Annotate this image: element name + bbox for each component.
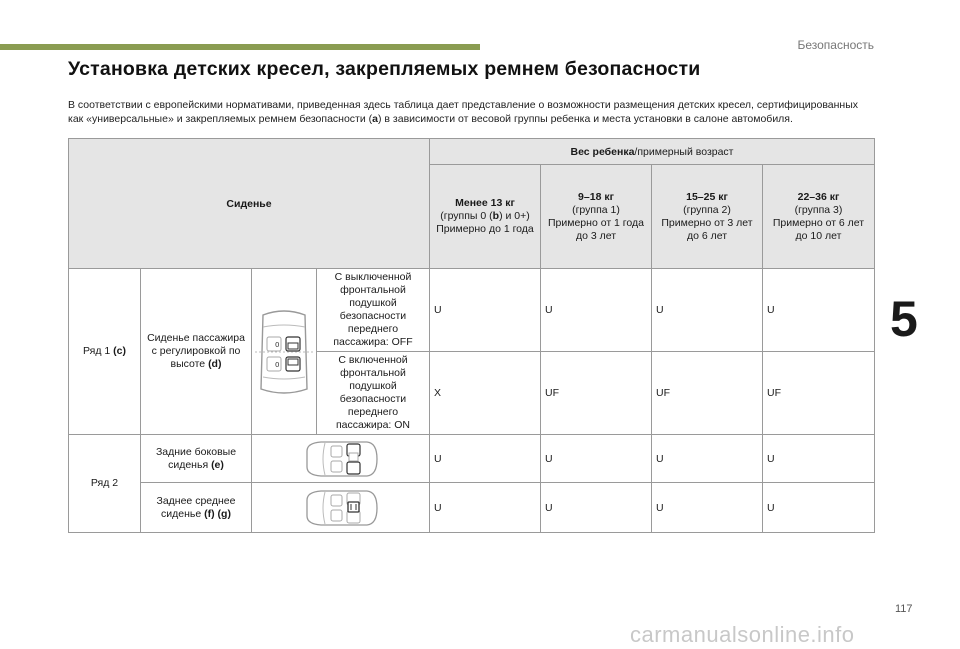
group-title: 9–18 кг	[578, 190, 614, 203]
group-line2: Примерно от 3 лет до 6 лет	[661, 216, 753, 242]
seat-header: Сиденье	[69, 139, 430, 269]
page-number: 117	[895, 603, 913, 615]
value-cell: U	[430, 269, 541, 352]
value-cell: UF	[652, 352, 763, 435]
value-cell: UF	[763, 352, 875, 435]
chapter-number: 5	[890, 291, 918, 347]
row1-seat	[141, 269, 252, 435]
weight-header	[430, 139, 875, 165]
group-title: 22–36 кг	[797, 190, 840, 203]
accent-bar	[0, 44, 480, 50]
row2-side-seat	[141, 435, 252, 483]
intro-ref: a	[372, 113, 378, 125]
value-cell: UF	[541, 352, 652, 435]
child-seat-table	[68, 138, 875, 533]
value-cell: U	[541, 269, 652, 352]
row1-ref: (c)	[113, 345, 126, 357]
row2-side-icon-cell	[252, 435, 430, 483]
value-cell: X	[430, 352, 541, 435]
row1-seat-ref: (d)	[208, 358, 222, 370]
watermark: carmanualsonline.info	[630, 622, 855, 647]
value-cell: U	[763, 435, 875, 483]
intro-paragraph	[68, 98, 868, 126]
row2-side-seat-text: Задние боковые сиденья	[155, 445, 237, 471]
row1-icon-cell	[252, 269, 317, 435]
page-title: Установка детских кресел, закрепляемых ремнем безопасности	[68, 58, 701, 80]
value-cell: U	[763, 483, 875, 533]
group-0-header	[430, 165, 541, 269]
value-cell: U	[430, 435, 541, 483]
weight-header-bold: Вес ребенка	[570, 145, 635, 158]
value-cell: U	[541, 483, 652, 533]
group-2-header	[652, 165, 763, 269]
group-ref: b	[492, 210, 500, 222]
row2-center-icon-cell	[252, 483, 430, 533]
row1-label-text: Ряд 1	[83, 345, 114, 357]
group-line2: Примерно от 6 лет до 10 лет	[772, 216, 865, 242]
group-line2: Примерно до 1 года	[436, 223, 534, 235]
value-cell: U	[541, 435, 652, 483]
intro-text-2: ) в зависимости от весовой группы ребенка и места установки в салоне автомобиля.	[378, 113, 793, 125]
group-line1	[433, 210, 537, 223]
row2-center-seat	[141, 483, 252, 533]
section-name: Безопасность	[797, 38, 874, 52]
group-line1: (группа 1)	[572, 203, 620, 216]
weight-header-rest: /примерный возраст	[634, 145, 734, 158]
car-top-view-front-seat-icon	[255, 307, 313, 397]
value-cell: U	[652, 269, 763, 352]
row2-center-seat-ref: (f) (g)	[204, 507, 231, 520]
value-cell: U	[652, 483, 763, 533]
row2-label: Ряд 2	[69, 435, 141, 533]
svg-text:0: 0	[275, 360, 280, 369]
airbag-on-cell: С включенной фронтальной подушкой безопасности переднего пассажира: ON	[317, 352, 430, 435]
group-line1: (группа 2)	[683, 203, 731, 216]
group-line1-a: (группы 0 (	[440, 210, 493, 222]
row1-seat-text: Сиденье пассажира с регулировкой по высоте	[147, 332, 245, 370]
row1-label	[69, 269, 141, 435]
group-3-header	[763, 165, 875, 269]
value-cell: U	[430, 483, 541, 533]
group-title: 15–25 кг	[686, 190, 728, 203]
value-cell: U	[652, 435, 763, 483]
value-cell: U	[763, 269, 875, 352]
group-line1-b: ) и 0+)	[499, 210, 530, 222]
svg-text:0: 0	[275, 340, 280, 349]
airbag-off-cell: С выключенной фронтальной подушкой безопасности переднего пассажира: OFF	[317, 269, 430, 352]
group-line1: (группа 3)	[794, 203, 843, 216]
group-line2: Примерно от 1 года до 3 лет	[548, 216, 644, 242]
group-title: Менее 13 кг	[455, 197, 515, 209]
car-top-view-rear-center-icon	[301, 488, 381, 528]
row2-center-seat-text: Заднее среднее сиденье	[156, 494, 236, 520]
car-top-view-rear-side-icon	[301, 439, 381, 479]
group-1-header	[541, 165, 652, 269]
row2-side-seat-ref: (e)	[211, 458, 224, 471]
intro-text-1: В соответствии с европейскими нормативами, приведенная здесь таблица дает представление о возможности размещения детских кресел, сертифицированных как «универсальные» и закрепляемых ремнем безопасности (	[68, 99, 859, 125]
